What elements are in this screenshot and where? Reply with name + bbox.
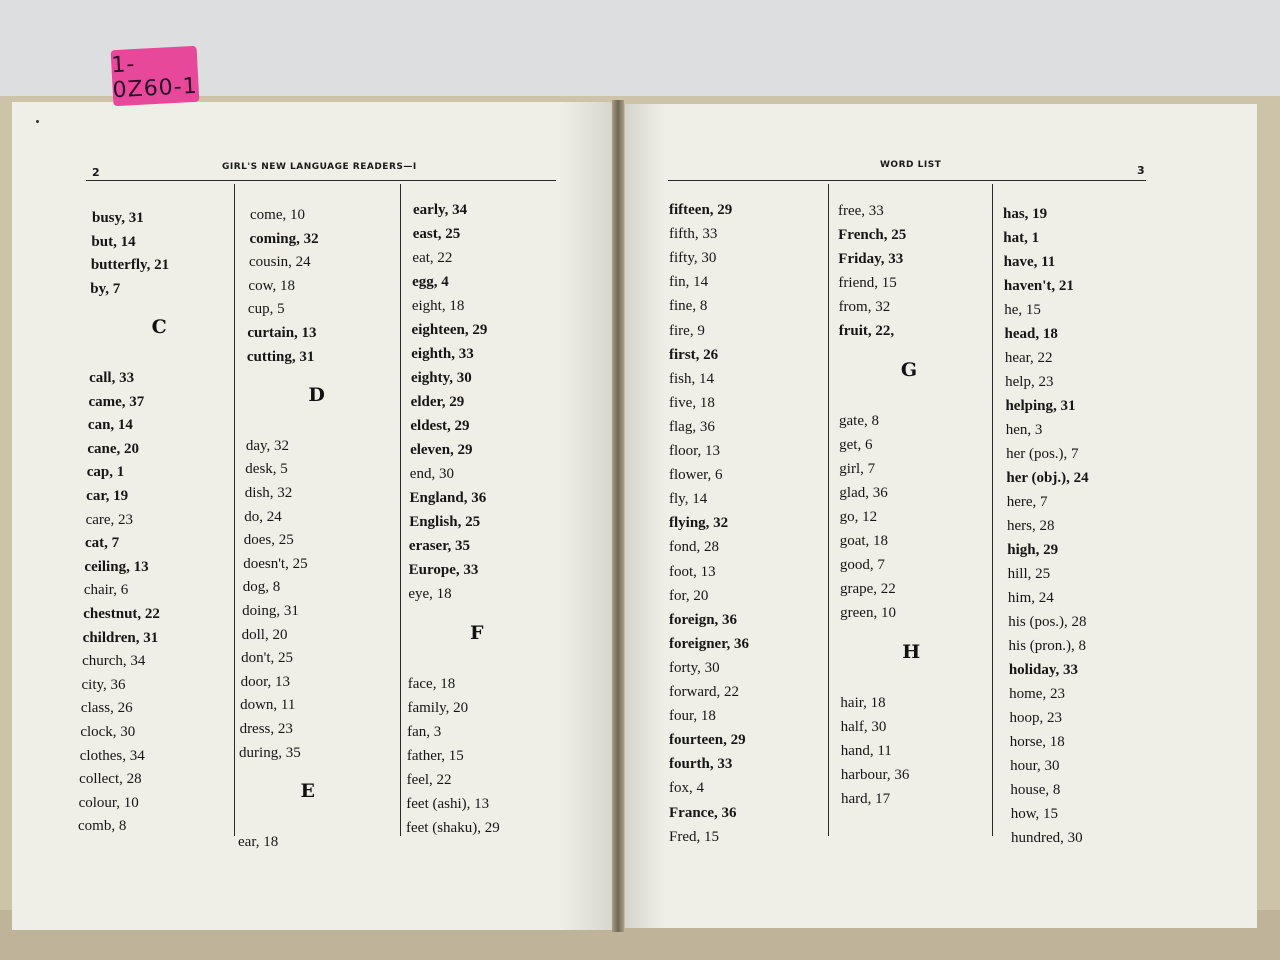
- word-entry: holiday, 33: [1008, 662, 1079, 678]
- word-entry: has, 19: [1003, 206, 1048, 222]
- word-entry: come, 10: [250, 207, 305, 223]
- left-running-head: GIRL'S NEW LANGUAGE READERS—I: [222, 162, 417, 172]
- word-entry: here, 7: [1006, 494, 1048, 510]
- word-entry: forty, 30: [669, 659, 720, 676]
- word-entry: Europe, 33: [408, 562, 479, 578]
- word-entry: head, 18: [1004, 326, 1058, 342]
- word-entry: harbour, 36: [840, 767, 910, 783]
- word-entry: girl, 7: [839, 461, 876, 477]
- word-entry: have, 11: [1003, 254, 1056, 270]
- word-entry: doesn't, 25: [243, 555, 308, 572]
- word-entry: he, 15: [1004, 302, 1041, 318]
- word-entry: fifteen, 29: [669, 202, 733, 218]
- word-entry: high, 29: [1007, 542, 1059, 558]
- right-running-head: WORD LIST: [880, 160, 942, 170]
- word-entry: eighty, 30: [410, 370, 472, 386]
- word-entry: first, 26: [669, 346, 719, 363]
- word-entry: do, 24: [244, 508, 282, 525]
- word-entry: fruit, 22,: [838, 323, 895, 339]
- word-entry: glad, 36: [839, 485, 888, 501]
- section-letter-c: C: [151, 316, 167, 339]
- word-entry: fond, 28: [669, 539, 719, 556]
- word-entry: care, 23: [85, 511, 134, 528]
- word-entry: face, 18: [407, 676, 456, 692]
- word-entry: for, 20: [669, 587, 709, 604]
- left-column-divider-2: [400, 184, 401, 836]
- word-entry: city, 36: [81, 676, 126, 693]
- word-entry: church, 34: [82, 653, 146, 670]
- word-entry: help, 23: [1005, 374, 1054, 390]
- word-entry: feet (ashi), 13: [406, 796, 490, 812]
- word-entry: England, 36: [409, 490, 487, 506]
- word-entry: fourth, 33: [669, 756, 733, 773]
- word-entry: foreigner, 36: [669, 635, 749, 652]
- word-entry: colour, 10: [78, 794, 139, 811]
- paper-speck: [36, 120, 39, 123]
- word-entry: eraser, 35: [408, 538, 470, 554]
- section-letter-e: E: [300, 780, 315, 803]
- word-entry: hundred, 30: [1011, 830, 1083, 846]
- section-letter-d: D: [308, 384, 325, 407]
- word-entry: foot, 13: [669, 563, 716, 580]
- word-entry: can, 14: [87, 417, 133, 434]
- section-letter-g: G: [900, 359, 918, 381]
- word-entry: early, 34: [413, 202, 468, 218]
- word-entry: France, 36: [669, 804, 737, 821]
- word-entry: horse, 18: [1009, 734, 1065, 750]
- word-entry: fifty, 30: [669, 250, 717, 267]
- word-entry: five, 18: [669, 394, 715, 411]
- word-entry: doll, 20: [241, 626, 288, 643]
- word-entry: hand, 11: [840, 743, 892, 759]
- word-entry: family, 20: [407, 700, 469, 716]
- word-entry: from, 32: [838, 299, 891, 315]
- word-entry: him, 24: [1007, 590, 1054, 606]
- word-entry: cup, 5: [247, 301, 285, 318]
- word-entry: goat, 18: [839, 533, 889, 549]
- word-entry: class, 26: [80, 700, 133, 717]
- word-entry: don't, 25: [241, 650, 293, 667]
- word-entry: go, 12: [839, 509, 878, 525]
- word-entry: eat, 22: [412, 250, 453, 266]
- word-entry: busy, 31: [92, 210, 144, 226]
- word-entry: French, 25: [838, 227, 907, 243]
- word-entry: hill, 25: [1007, 566, 1051, 582]
- book-spine: [612, 100, 624, 932]
- right-column-divider-1: [828, 184, 829, 836]
- word-entry: flying, 32: [669, 515, 729, 532]
- word-entry: hard, 17: [841, 791, 891, 807]
- word-entry: but, 14: [91, 233, 136, 250]
- word-entry: hoop, 23: [1009, 710, 1062, 726]
- word-entry: egg, 4: [412, 274, 449, 290]
- word-entry: children, 31: [82, 629, 159, 646]
- word-entry: doing, 31: [242, 603, 299, 619]
- right-page-number: 3: [1137, 164, 1145, 177]
- word-entry: clock, 30: [80, 724, 136, 740]
- word-entry: curtain, 13: [247, 325, 317, 341]
- word-entry: cow, 18: [248, 277, 295, 294]
- word-entry: cane, 20: [87, 440, 139, 457]
- word-entry: collect, 28: [79, 771, 142, 788]
- library-tag: 1-0Z60-1: [111, 46, 200, 106]
- word-entry: desk, 5: [245, 461, 288, 478]
- word-entry: his (pron.), 8: [1008, 638, 1087, 654]
- word-entry: cutting, 31: [246, 348, 315, 365]
- word-entry: his (pos.), 28: [1008, 614, 1087, 630]
- section-letter-f: F: [470, 622, 484, 644]
- word-entry: comb, 8: [78, 818, 127, 835]
- right-page-gutter-shade: [624, 104, 664, 928]
- word-entry: hat, 1: [1003, 230, 1040, 246]
- word-entry: green, 10: [840, 605, 896, 621]
- word-entry: east, 25: [412, 226, 461, 242]
- word-entry: hear, 22: [1004, 350, 1053, 366]
- word-entry: eight, 18: [411, 298, 465, 314]
- word-entry: get, 6: [839, 437, 873, 453]
- left-page-gutter-shade: [560, 102, 612, 930]
- word-entry: door, 13: [240, 673, 290, 690]
- word-entry: fan, 3: [407, 724, 442, 740]
- word-entry: fox, 4: [669, 780, 704, 797]
- word-entry: butterfly, 21: [90, 257, 170, 274]
- word-entry: four, 18: [669, 708, 716, 725]
- word-entry: day, 32: [245, 437, 289, 454]
- word-entry: Friday, 33: [838, 251, 904, 267]
- word-entry: her (pos.), 7: [1006, 446, 1079, 462]
- word-entry: friend, 15: [838, 275, 897, 291]
- word-entry: flag, 36: [669, 418, 715, 435]
- word-entry: fin, 14: [669, 274, 709, 291]
- word-entry: cat, 7: [85, 535, 120, 552]
- word-entry: feel, 22: [406, 772, 452, 788]
- word-entry: came, 37: [88, 393, 145, 410]
- word-entry: hour, 30: [1010, 758, 1060, 774]
- word-entry: forward, 22: [669, 684, 739, 700]
- word-entry: home, 23: [1009, 686, 1065, 702]
- word-entry: ear, 18: [238, 833, 279, 850]
- word-entry: hen, 3: [1005, 422, 1043, 438]
- word-entry: chestnut, 22: [83, 606, 160, 622]
- word-entry: English, 25: [409, 514, 481, 530]
- word-entry: gate, 8: [839, 413, 879, 429]
- word-entry: dress, 23: [239, 721, 293, 737]
- word-entry: elder, 29: [410, 394, 465, 410]
- word-entry: free, 33: [838, 203, 884, 219]
- word-entry: fine, 8: [669, 298, 708, 315]
- word-entry: eleven, 29: [410, 442, 473, 458]
- word-entry: house, 8: [1010, 782, 1061, 798]
- word-entry: helping, 31: [1005, 398, 1076, 414]
- right-header-rule: [668, 180, 1146, 181]
- word-entry: eighteen, 29: [411, 322, 488, 338]
- word-entry: cousin, 24: [248, 254, 311, 271]
- word-entry: fish, 14: [669, 370, 714, 387]
- word-entry: Fred, 15: [669, 828, 719, 845]
- word-entry: hair, 18: [840, 695, 886, 711]
- left-page-number: 2: [92, 166, 100, 179]
- word-entry: fifth, 33: [669, 226, 718, 243]
- word-entry: good, 7: [839, 557, 885, 573]
- word-entry: how, 15: [1010, 806, 1059, 822]
- word-entry: feet (shaku), 29: [406, 820, 500, 836]
- word-entry: down, 11: [240, 697, 296, 714]
- word-entry: half, 30: [840, 719, 887, 735]
- word-entry: grape, 22: [840, 581, 896, 597]
- word-entry: eldest, 29: [410, 418, 470, 434]
- word-entry: by, 7: [90, 280, 121, 297]
- word-entry: father, 15: [406, 748, 464, 764]
- word-entry: coming, 32: [249, 230, 319, 247]
- word-entry: cap, 1: [86, 464, 125, 481]
- word-entry: haven't, 21: [1003, 278, 1074, 294]
- word-entry: fire, 9: [669, 322, 705, 339]
- word-entry: dog, 8: [242, 579, 281, 596]
- left-header-rule: [86, 180, 556, 181]
- word-entry: foreign, 36: [669, 611, 738, 628]
- section-letter-h: H: [902, 641, 921, 663]
- word-entry: her (obj.), 24: [1006, 470, 1089, 486]
- right-column-divider-2: [992, 184, 993, 836]
- word-entry: ceiling, 13: [84, 558, 149, 575]
- word-entry: eighth, 33: [411, 346, 474, 362]
- word-entry: call, 33: [89, 370, 135, 386]
- word-entry: end, 30: [409, 466, 454, 482]
- word-entry: dish, 32: [244, 485, 293, 501]
- word-entry: clothes, 34: [79, 747, 145, 764]
- left-column-divider-1: [234, 184, 235, 836]
- word-entry: chair, 6: [83, 582, 129, 599]
- word-entry: during, 35: [239, 744, 301, 761]
- word-entry: fly, 14: [669, 491, 708, 508]
- word-entry: car, 19: [86, 488, 129, 504]
- word-entry: hers, 28: [1007, 518, 1055, 534]
- word-entry: eye, 18: [408, 586, 452, 602]
- word-entry: fourteen, 29: [669, 732, 746, 749]
- word-entry: flower, 6: [669, 467, 723, 484]
- word-entry: does, 25: [243, 532, 294, 549]
- word-entry: floor, 13: [669, 443, 721, 459]
